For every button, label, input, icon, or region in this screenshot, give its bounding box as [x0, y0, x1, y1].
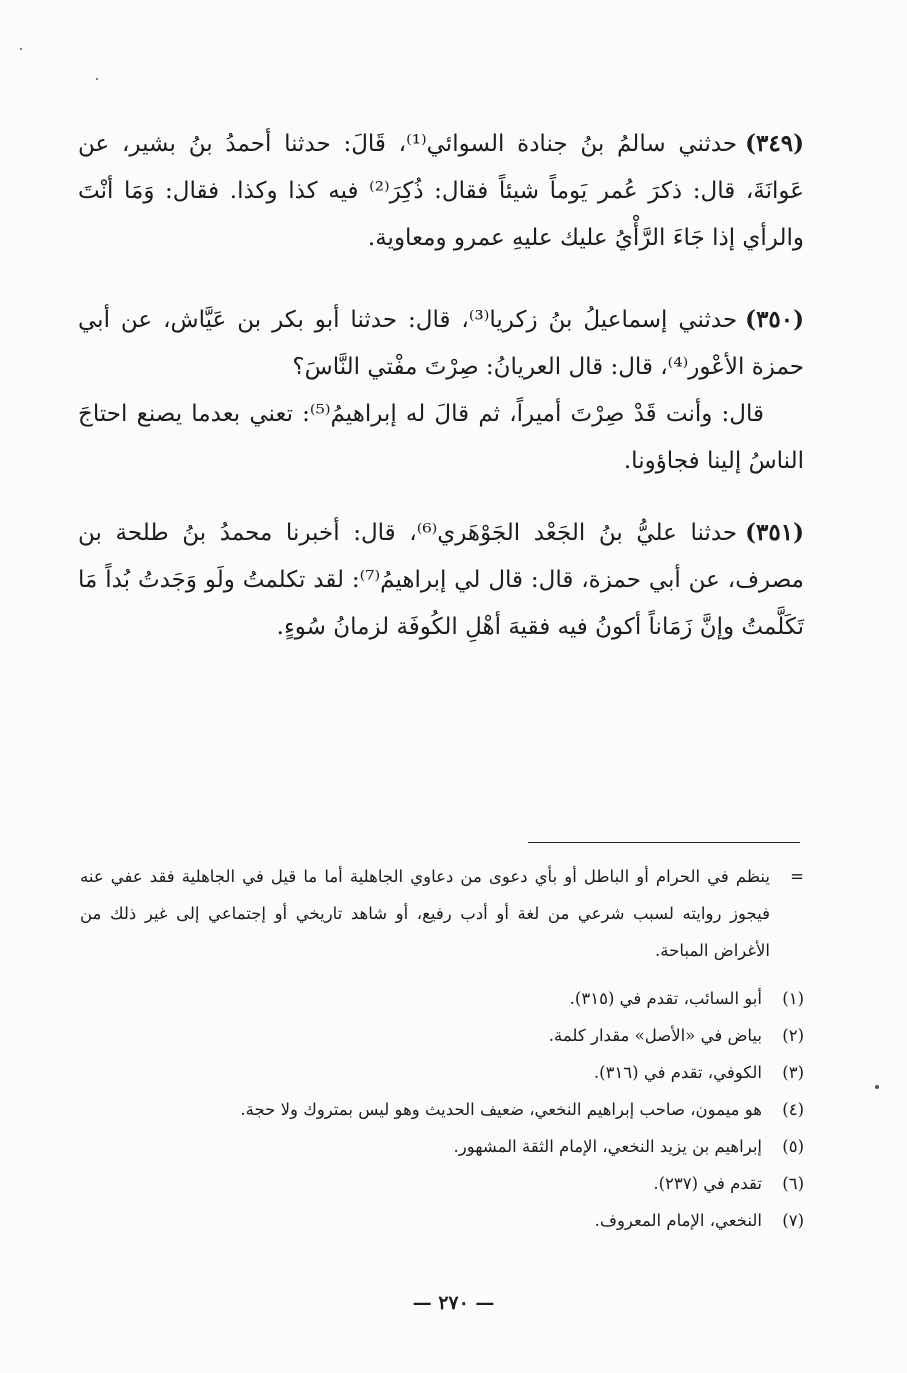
footnote-item	[80, 980, 804, 1017]
hadith-351	[78, 509, 804, 651]
hadith-number: (٣٤٩)	[745, 130, 804, 157]
footnote-text: هو ميمون، صاحب إبراهيم النخعي، ضعيف الحديث وهو ليس بمتروك ولا حجة.	[240, 1100, 762, 1119]
hadith-line: حدثني إسماعيلُ بنُ زكريا⁽³⁾، قال: حدثنا أبو بكر بن عَيَّاش، عن أبي حمزة الأعْور⁽⁴⁾، قال: قال العريانُ: صِرْتَ مفْتي النَّاسَ؟	[78, 307, 804, 380]
footnote-text: أبو السائب، تقدم في (٣١٥).	[569, 989, 762, 1008]
continuation-text: ينظم في الحرام أو الباطل أو بأي دعوى من دعاوي الجاهلية أما ما قيل في الجاهلية فقد عفي عنه فيجوز روايته لسبب شرعي من لغة أو أدب رفيع، أو شاهد تاريخي أو إجتماعي إلى غير ذلك من الأغراض المباحة.	[80, 867, 770, 960]
page-number: — ٢٧٠ —	[412, 1292, 495, 1314]
scan-speck	[875, 1085, 879, 1089]
footnote-item	[80, 1017, 804, 1054]
footnote-separator	[528, 842, 800, 843]
footnote-list	[80, 980, 804, 1239]
continuation-marker: =	[790, 867, 804, 886]
footnote-item	[80, 1202, 804, 1239]
footnote-number: (٥)	[782, 1137, 804, 1156]
hadith-349	[78, 120, 804, 262]
hadith-350	[78, 296, 804, 485]
hadith-349-text	[78, 120, 804, 262]
footnote-text: بياض في «الأصل» مقدار كلمة.	[548, 1026, 762, 1045]
hadith-351-text	[78, 509, 804, 651]
scan-speck	[96, 78, 98, 80]
footnote-continuation	[80, 858, 804, 969]
footnote-number: (٣)	[782, 1063, 804, 1082]
hadith-line: حدثنا عليُّ بنُ الجَعْد الجَوْهَري⁽⁶⁾، قال: أخبرنا محمدُ بنُ طلحة بن مصرف، عن أبي حمزة، قال: قال لي إبراهيمُ⁽⁷⁾: لقد تكلمتُ ولَو وَجَدتُ بُداً مَا تَكَلَّمتُ وإنَّ زَمَاناً أكونُ فيه فقيهَ أهْلِ الكُوفَة لزمانُ سُوءٍ.	[78, 520, 804, 640]
footnote-item	[80, 1091, 804, 1128]
footnote-number: (٧)	[782, 1211, 804, 1230]
footnote-item	[80, 1128, 804, 1165]
hadith-number: (٣٥١)	[745, 519, 804, 546]
footnote-item	[80, 1054, 804, 1091]
hadith-line: حدثني سالمُ بنُ جنادة السوائي⁽¹⁾، قَالَ: حدثنا أحمدُ بنُ بشير، عن عَوانَةَ، قال: ذكرَ عُمر يَوماً شيئاً فقال: ذُكِرَ⁽²⁾ فيه كذا وكذا. فقال: وَمَا أنْتَ والرأي إذا جَاءَ الرَّأْيُ عليك عليهِ عمرو ومعاوية.	[78, 131, 804, 251]
scan-speck	[20, 48, 22, 50]
footnote-text: إبراهيم بن يزيد النخعي، الإمام الثقة المشهور.	[453, 1137, 762, 1156]
footnote-item	[80, 1165, 804, 1202]
footnote-text: الكوفي، تقدم في (٣١٦).	[593, 1063, 762, 1082]
footnote-number: (٢)	[782, 1026, 804, 1045]
hadith-number: (٣٥٠)	[745, 306, 805, 333]
footnote-number: (٦)	[782, 1174, 804, 1193]
footnote-number: (٤)	[782, 1100, 804, 1119]
footnote-text: النخعي، الإمام المعروف.	[594, 1211, 762, 1230]
hadith-350-continuation: قال: وأنت قَدْ صِرْتَ أميراً، ثم قالَ له إبراهيمُ⁽⁵⁾: تعني بعدما يصنع احتاجَ الناسُ إلينا فجاؤونا.	[78, 401, 804, 474]
footnote-number: (١)	[782, 989, 804, 1008]
footnote-text: تقدم في (٢٣٧).	[653, 1174, 762, 1193]
hadith-350-text	[78, 296, 804, 391]
